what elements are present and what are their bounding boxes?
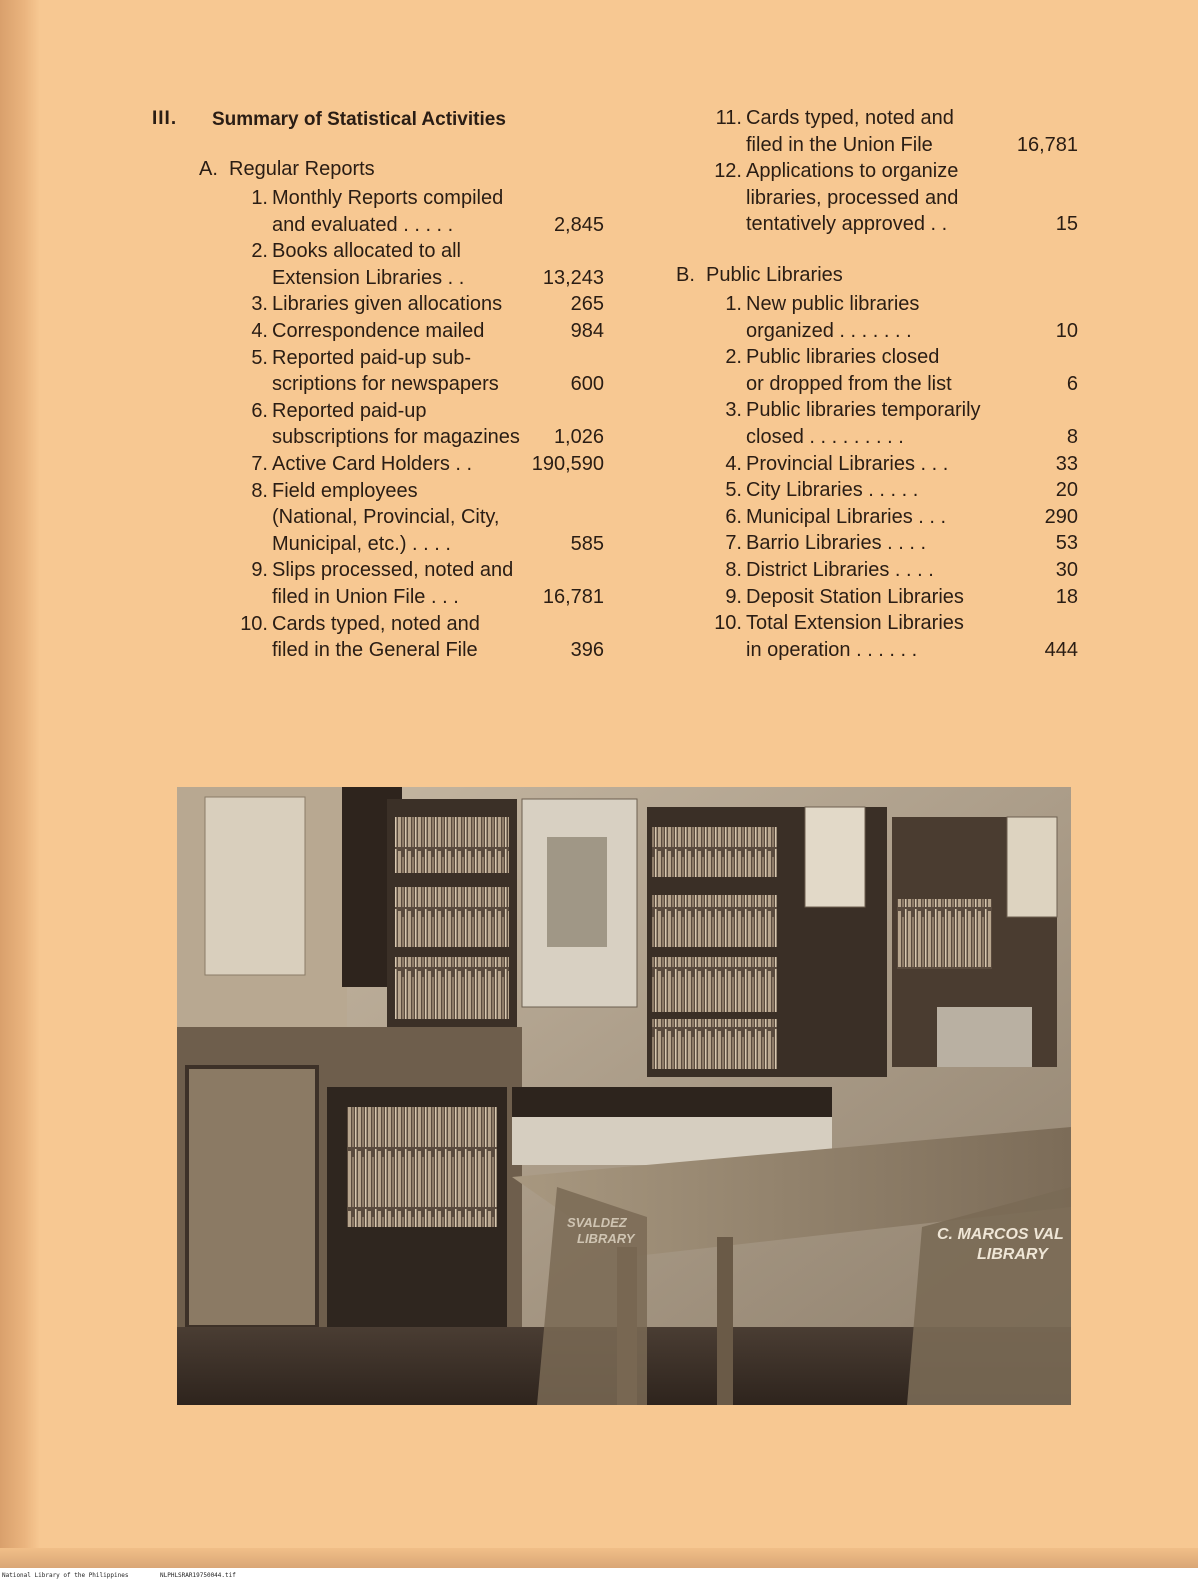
item-text: Correspondence mailed bbox=[272, 320, 485, 342]
item-value: 10 bbox=[1055, 319, 1078, 342]
chair-label-right-2: LIBRARY bbox=[977, 1246, 1048, 1263]
list-item-line bbox=[706, 318, 1078, 344]
item-text: tentatively approved . . bbox=[746, 213, 948, 236]
item-number: 9. bbox=[251, 559, 268, 582]
item-value: 15 bbox=[1055, 213, 1078, 236]
item-number: 4. bbox=[725, 452, 742, 475]
item-text: Deposit Station Libraries bbox=[746, 585, 964, 608]
list-item-line bbox=[232, 504, 604, 530]
item-number: 11. bbox=[715, 107, 742, 129]
item-text: scriptions for newspapers bbox=[272, 373, 499, 396]
item-text: and evaluated . . . . . bbox=[272, 213, 454, 236]
item-number: 7. bbox=[251, 453, 268, 475]
item-number: 12. bbox=[714, 160, 742, 183]
item-number: 6. bbox=[725, 505, 742, 528]
list-item-line bbox=[706, 637, 1078, 663]
list-item-line bbox=[232, 291, 604, 317]
item-value: 1,026 bbox=[553, 426, 604, 449]
item-value: 396 bbox=[570, 639, 604, 662]
section-title: Summary of Statistical Activities bbox=[212, 109, 506, 130]
item-text: Cards typed, noted and bbox=[746, 107, 954, 129]
list-item-line bbox=[706, 211, 1078, 237]
list-item-line bbox=[706, 105, 1078, 131]
item-text: Municipal Libraries . . . bbox=[746, 505, 947, 528]
list-item-line bbox=[706, 132, 1078, 158]
item-value: 13,243 bbox=[542, 266, 604, 289]
item-number: 10. bbox=[714, 612, 742, 635]
list-item-line bbox=[706, 451, 1078, 477]
item-text: filed in Union File . . . bbox=[272, 586, 459, 608]
item-number: 1. bbox=[725, 293, 742, 315]
item-text: organized . . . . . . . bbox=[746, 319, 912, 342]
item-number: 3. bbox=[251, 293, 268, 316]
item-text: (National, Provincial, City, bbox=[272, 506, 500, 529]
item-text: Field employees bbox=[272, 479, 418, 502]
item-text: Books allocated to all bbox=[272, 240, 462, 263]
chair-label-left-1: SVALDEZ bbox=[567, 1215, 627, 1230]
item-text: Total Extension Libraries bbox=[746, 612, 964, 635]
list-item-line bbox=[232, 345, 604, 371]
list-item-line bbox=[706, 185, 1078, 211]
item-value: 16,781 bbox=[1016, 133, 1078, 156]
part-b-title: Public Libraries bbox=[706, 264, 843, 286]
item-text: New public libraries bbox=[746, 293, 920, 315]
item-value: 6 bbox=[1066, 372, 1078, 395]
list-item-line bbox=[232, 637, 604, 663]
list-item-line bbox=[232, 557, 604, 583]
item-number: 8. bbox=[251, 479, 268, 502]
item-text: City Libraries . . . . . bbox=[746, 479, 919, 502]
item-number: 5. bbox=[725, 479, 742, 502]
list-item-line bbox=[232, 371, 604, 397]
item-text: Applications to organize bbox=[746, 160, 959, 183]
list-item-line bbox=[706, 291, 1078, 317]
section-number: III. bbox=[152, 108, 178, 129]
list-item-line bbox=[232, 451, 604, 477]
item-text: Extension Libraries . . bbox=[272, 266, 465, 289]
item-number: 8. bbox=[725, 559, 742, 581]
list-item-line bbox=[706, 158, 1078, 184]
list-item-line bbox=[232, 478, 604, 504]
list-item-line bbox=[232, 212, 604, 238]
item-number: 7. bbox=[725, 532, 742, 555]
part-a-letter: A. bbox=[199, 158, 218, 180]
list-item-line bbox=[706, 504, 1078, 530]
item-value: 33 bbox=[1055, 452, 1078, 475]
item-text: Provincial Libraries . . . bbox=[746, 452, 949, 475]
part-b-heading bbox=[676, 264, 843, 287]
list-item-line bbox=[232, 238, 604, 264]
item-value: 585 bbox=[570, 532, 604, 555]
footer-filename: NLPHLSRAR19750044.tif bbox=[160, 1572, 236, 1579]
item-value: 16,781 bbox=[542, 586, 604, 608]
list-item-line bbox=[706, 557, 1078, 583]
item-value: 290 bbox=[1044, 505, 1078, 528]
item-number: 10. bbox=[240, 612, 268, 635]
item-number: 4. bbox=[251, 320, 268, 342]
item-text: closed . . . . . . . . . bbox=[746, 426, 904, 448]
item-value: 2,845 bbox=[553, 213, 604, 236]
item-text: Active Card Holders . . bbox=[272, 453, 473, 475]
item-text: Cards typed, noted and bbox=[272, 612, 480, 635]
item-value: 8 bbox=[1066, 426, 1078, 448]
page-bottom-edge bbox=[0, 1548, 1198, 1568]
item-text: subscriptions for magazines bbox=[272, 426, 520, 449]
item-text: Barrio Libraries . . . . bbox=[746, 532, 927, 555]
chair-label-right-1: C. MARCOS VAL bbox=[937, 1226, 1064, 1243]
list-item-line bbox=[706, 424, 1078, 450]
list-item-line bbox=[232, 398, 604, 424]
item-value: 190,590 bbox=[531, 453, 604, 475]
item-number: 2. bbox=[251, 240, 268, 263]
list-item-line bbox=[706, 530, 1078, 556]
chair-label-left-2: LIBRARY bbox=[577, 1231, 635, 1246]
list-item-line bbox=[232, 584, 604, 610]
item-text: Reported paid-up bbox=[272, 399, 427, 422]
item-text: or dropped from the list bbox=[746, 372, 952, 395]
item-value: 18 bbox=[1055, 585, 1078, 608]
part-b-letter: B. bbox=[676, 264, 695, 286]
item-value: 265 bbox=[570, 293, 604, 316]
list-item-line bbox=[232, 185, 604, 211]
item-text: Public libraries temporarily bbox=[746, 399, 981, 422]
list-item-line bbox=[232, 531, 604, 557]
list-item-line bbox=[706, 371, 1078, 397]
library-interior-image bbox=[177, 787, 1071, 1405]
item-number: 5. bbox=[251, 346, 268, 369]
list-item-line bbox=[706, 397, 1078, 423]
item-text: District Libraries . . . . bbox=[746, 559, 934, 581]
item-number: 2. bbox=[725, 346, 742, 369]
list-item-line bbox=[706, 584, 1078, 610]
list-item-line bbox=[232, 611, 604, 637]
item-number: 9. bbox=[725, 585, 742, 608]
footer-source: National Library of the Philippines bbox=[2, 1572, 129, 1579]
library-photo bbox=[177, 787, 1071, 1405]
item-text: in operation . . . . . . bbox=[746, 638, 918, 661]
page-spine-shadow bbox=[0, 0, 40, 1568]
part-a-heading bbox=[199, 158, 375, 181]
list-item-line bbox=[232, 265, 604, 291]
list-item-line bbox=[232, 424, 604, 450]
item-text: libraries, processed and bbox=[746, 186, 959, 209]
item-number: 1. bbox=[251, 187, 268, 209]
item-text: filed in the Union File bbox=[746, 133, 933, 156]
item-text: Monthly Reports compiled bbox=[272, 187, 504, 209]
part-a-title: Regular Reports bbox=[229, 158, 375, 180]
item-text: filed in the General File bbox=[272, 639, 478, 662]
item-text: Slips processed, noted and bbox=[272, 559, 514, 582]
list-item-line bbox=[232, 318, 604, 344]
item-value: 444 bbox=[1044, 638, 1078, 661]
item-text: Public libraries closed bbox=[746, 346, 940, 369]
list-item-line bbox=[706, 610, 1078, 636]
item-value: 20 bbox=[1055, 479, 1078, 502]
list-item-line bbox=[706, 477, 1078, 503]
item-value: 600 bbox=[570, 373, 604, 396]
item-text: Reported paid-up sub- bbox=[272, 346, 472, 369]
item-value: 30 bbox=[1055, 559, 1078, 581]
list-item-line bbox=[706, 344, 1078, 370]
item-text: Municipal, etc.) . . . . bbox=[272, 532, 451, 555]
item-number: 6. bbox=[251, 399, 268, 422]
item-number: 3. bbox=[725, 399, 742, 422]
item-value: 53 bbox=[1055, 532, 1078, 555]
scan-footer bbox=[0, 1568, 1198, 1583]
item-text: Libraries given allocations bbox=[272, 293, 503, 316]
item-value: 984 bbox=[570, 320, 604, 342]
